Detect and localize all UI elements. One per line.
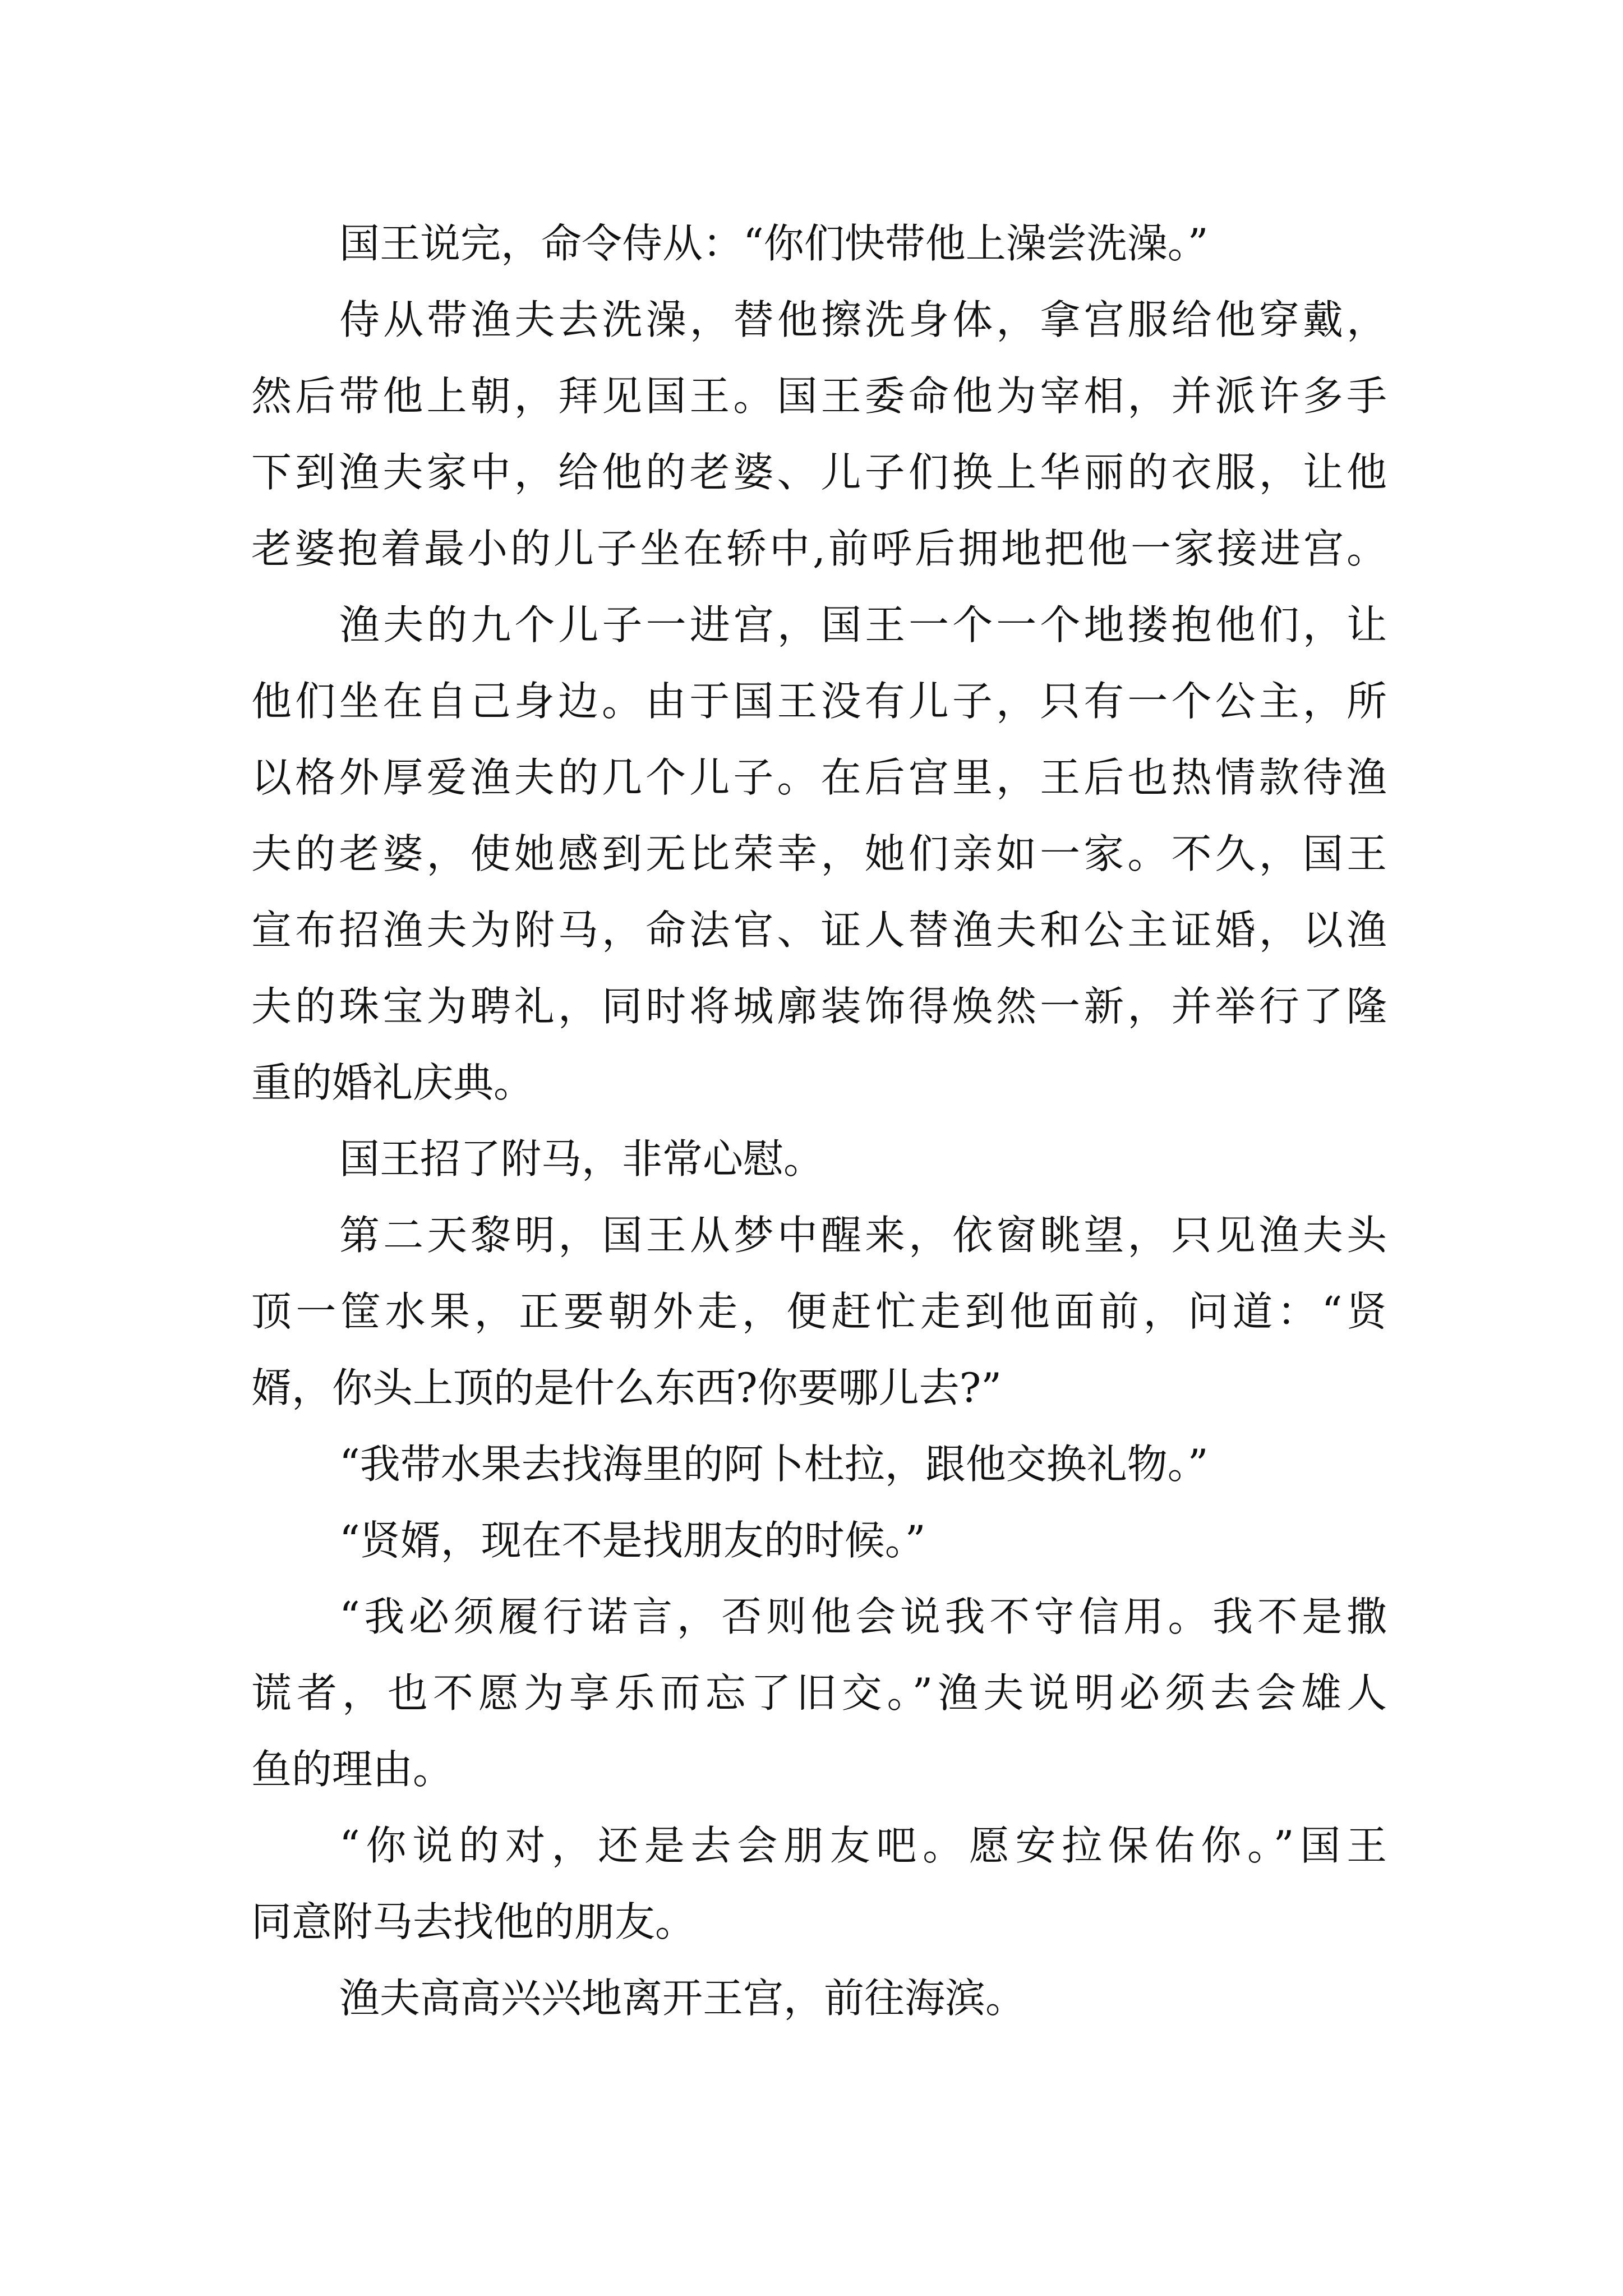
paragraph-line: 渔夫的九个儿子一进宫，国王一个一个地搂抱他们，让 — [339, 601, 1387, 648]
paragraph-line: 他们坐在自己身边。由于国王没有儿子，只有一个公主，所 — [251, 678, 1387, 725]
paragraph-line: 国王招了附马，非常心慰。 — [339, 1135, 824, 1182]
paragraph-line: 夫的老婆，使她感到无比荣幸，她们亲如一家。不久，国王 — [251, 830, 1387, 877]
paragraph-line: 第二天黎明，国王从梦中醒来，依窗眺望，只见渔夫头 — [339, 1212, 1387, 1259]
paragraph-line: 婿，你头上顶的是什么东西?你要哪儿去?” — [251, 1364, 1002, 1411]
paragraph-line: 鱼的理由。 — [251, 1746, 454, 1793]
paragraph-line: 谎者，也不愿为享乐而忘了旧交。”渔夫说明必须去会雄人 — [251, 1669, 1387, 1717]
paragraph-line: 国王说完，命令侍从：“你们快带他上澡尝洗澡。” — [339, 220, 1209, 267]
paragraph-line: 宣布招渔夫为附马，命法官、证人替渔夫和公主证婚，以渔 — [251, 907, 1387, 954]
paragraph-line: 渔夫高高兴兴地离开王宫，前往海滨。 — [339, 1975, 1026, 2022]
paragraph-line: 然后带他上朝，拜见国王。国王委命他为宰相，并派许多手 — [251, 372, 1387, 420]
paragraph-line: 夫的珠宝为聘礼，同时将城廓装饰得焕然一新，并举行了隆 — [251, 983, 1387, 1030]
paragraph-line: “你说的对，还是去会朋友吧。愿安拉保佑你。”国王 — [339, 1822, 1387, 1869]
paragraph-line: 老婆抱着最小的儿子坐在轿中,前呼后拥地把他一家接进宫。 — [251, 525, 1387, 572]
paragraph-line: 重的婚礼庆典。 — [251, 1059, 534, 1106]
paragraph-line: 下到渔夫家中，给他的老婆、儿子们换上华丽的衣服，让他 — [251, 449, 1387, 496]
paragraph-line: “贤婿，现在不是找朋友的时候。” — [339, 1517, 926, 1564]
paragraph-line: 同意附马去找他的朋友。 — [251, 1898, 696, 1945]
paragraph-line: 顶一筐水果，正要朝外走，便赶忙走到他面前，问道：“贤 — [251, 1288, 1387, 1335]
paragraph-line: “我必须履行诺言，否则他会说我不守信用。我不是撒 — [339, 1593, 1387, 1640]
paragraph-line: 以格外厚爱渔夫的几个儿子。在后宫里，王后也热情款待渔 — [251, 754, 1387, 801]
paragraph-line: “我带水果去找海里的阿卜杜拉，跟他交换礼物。” — [339, 1441, 1209, 1488]
paragraph-line: 侍从带渔夫去洗澡，替他擦洗身体，拿宫服给他穿戴， — [339, 296, 1387, 343]
